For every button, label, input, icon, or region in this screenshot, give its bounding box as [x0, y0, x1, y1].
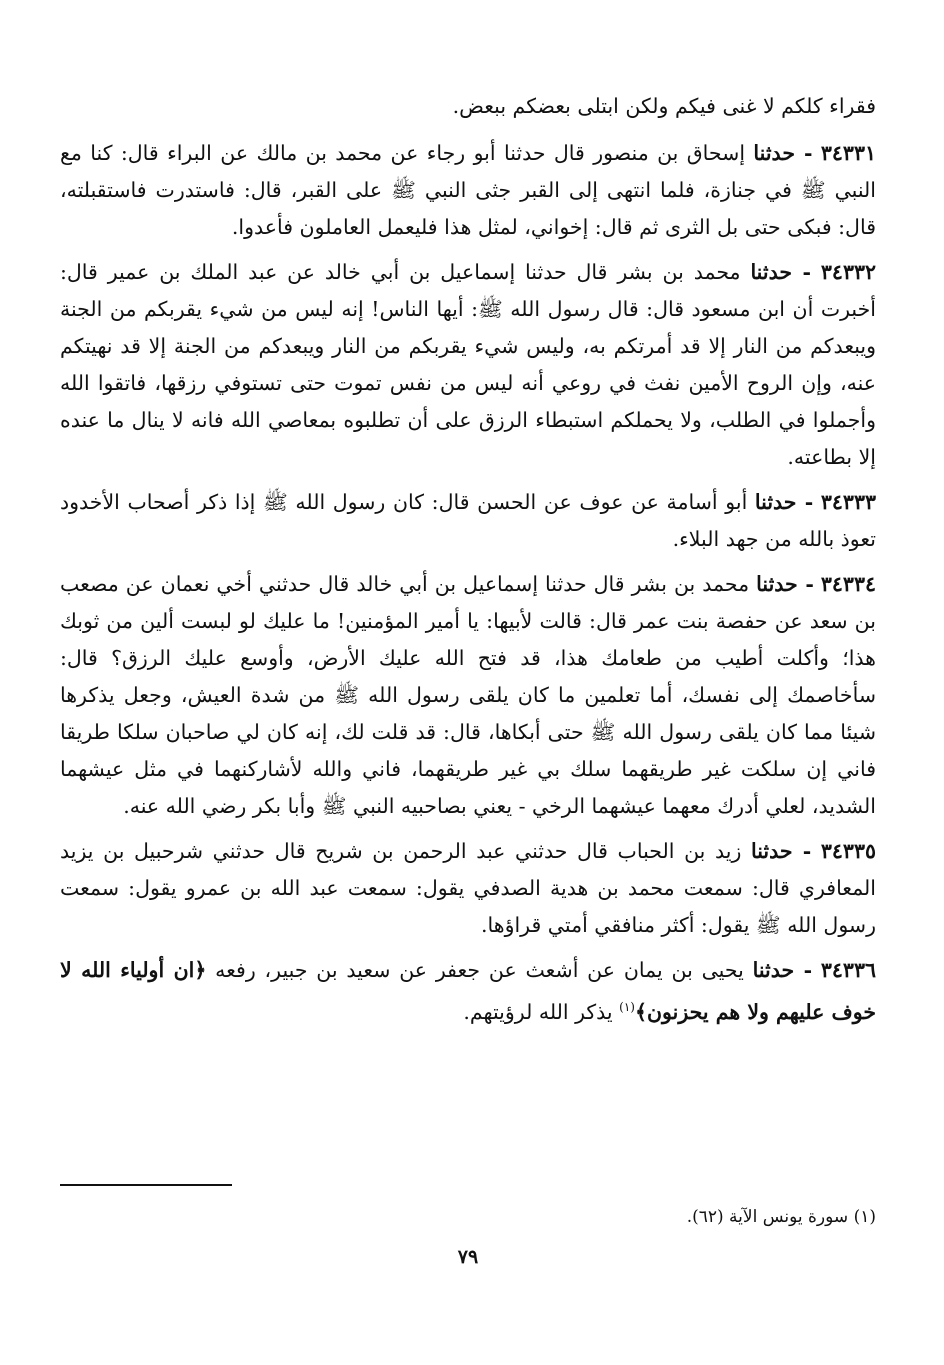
entry-number: ٣٤٣٣٢ — [820, 260, 876, 284]
entry-number: ٣٤٣٣٦ — [820, 958, 876, 982]
entry-text: محمد بن بشر قال حدثنا إسماعيل بن أبي خالد قال حدثني أخي نعمان عن مصعب بن سعد عن حفصة بنت عمر قال: قالت لأبيها: يا أمير المؤمنين! ما عليك لو لبست ألين من ثوبك هذا؛ وأكلت أطيب من طعامك هذا، قد فتح الله عليك الأرض، وأوسع عليك الرزق؟ قال: سأخاصمك إلى نفسك، أما تعلمين ما كان يلقى رسول الله ﷺ من شدة العيش، وجعل يذكرها شيئا مما كان يلقى رسول الله ﷺ حتى أبكاها، قال: قد قلت لك، إنه كان لي صاحبان سلكا طريقا فاني إن سلكت غير طريقهما سلك بي غير طريقهما، فاني والله لأشاركنهما في مثل عيشهما الشديد، لعلي أدرك معهما عيشهما الرخي - يعني بصاحبيه النبي ﷺ وأبا بكر رضي الله عنه. — [60, 572, 876, 818]
entry-lead: حدثنا — [750, 839, 793, 863]
entry-lead: حدثنا — [752, 958, 795, 982]
entry-number: ٣٤٣٣١ — [820, 141, 876, 165]
hadith-entry: ٣٤٣٣٤ - حدثنا محمد بن بشر قال حدثنا إسماعيل بن أبي خالد قال حدثني أخي نعمان عن مصعب بن سعد عن حفصة بنت عمر قال: قالت لأبيها: يا أمير المؤمنين! ما عليك لو لبست ألين من ثوبك هذا؛ وأكلت أطيب من طعامك هذا، قد فتح الله عليك الأرض، وأوسع عليك الرزق؟ قال: سأخاصمك إلى نفسك، أما تعلمين ما كان يلقى رسول الله ﷺ من شدة العيش، وجعل يذكرها شيئا مما كان يلقى رسول الله ﷺ حتى أبكاها، قال: قد قلت لك، إنه كان لي صاحبان سلكا طريقا فاني إن سلكت غير طريقهما سلك بي غير طريقهما، فاني والله لأشاركنهما في مثل عيشهما الشديد، لعلي أدرك معهما عيشهما الرخي - يعني بصاحبيه النبي ﷺ وأبا بكر رضي الله عنه. — [60, 572, 876, 818]
book-page — [60, 88, 876, 1318]
main-text — [60, 88, 876, 1031]
hadith-entry: ٣٤٣٣٦ - حدثنا يحيى بن يمان عن أشعث عن جعفر عن سعيد بن جبير، رفعه ﴿ان أولياء الله لا خوف عليهم ولا هم يحزنون﴾$^{(١)}$ يذكر الله لرؤيتهم. — [60, 958, 876, 1024]
entry-text: يحيى بن يمان عن أشعث عن جعفر عن سعيد بن جبير، رفعه — [215, 958, 744, 982]
entry-text: محمد بن بشر قال حدثنا إسماعيل بن أبي خالد عن عبد الملك بن عمير قال: أخبرت أن ابن مسعود قال: قال رسول الله ﷺ: أيها الناس! إنه ليس من شيء يقربكم من الجنة ويبعدكم من النار إلا قد أمرتكم به، وليس شيء يقربكم من النار ويبعدكم من الجنة إلا قد نهيتكم عنه، وإن الروح الأمين نفث في روعي أنه ليس من نفس تموت حتى تستوفي رزقها، فاتقوا الله وأجملوا في الطلب، ولا يحملكم استبطاء الرزق على أن تطلبوه بمعاصي الله فانه لا ينال ما عنده إلا بطاعته. — [60, 260, 876, 469]
continuation-text: فقراء كلكم لا غنى فيكم ولكن ابتلى بعضكم ببعض. — [452, 94, 876, 118]
hadith-entry: ٣٤٣٣٣ - حدثنا أبو أسامة عن عوف عن الحسن قال: كان رسول الله ﷺ إذا ذكر أصحاب الأخدود تعوذ بالله من جهد البلاء. — [60, 490, 876, 551]
page-number: ٧٩ — [457, 1246, 479, 1268]
entry-lead: حدثنا — [756, 572, 798, 596]
entry-number: ٣٤٣٣٣ — [820, 490, 876, 514]
hadith-entry: ٣٤٣٣٥ - حدثنا زيد بن الحباب قال حدثني عبد الرحمن بن شريح قال حدثني شرحبيل بن يزيد المعافري قال: سمعت محمد بن هدية الصدفي يقول: سمعت عبد الله بن عمرو يقول: سمعت رسول الله ﷺ يقول: أكثر منافقي أمتي قراؤها. — [60, 839, 876, 937]
entry-lead: حدثنا — [753, 141, 795, 165]
entry-text: زيد بن الحباب قال حدثني عبد الرحمن بن شريح قال حدثني شرحبيل بن يزيد المعافري قال: سمعت محمد بن هدية الصدفي يقول: سمعت عبد الله بن عمرو يقول: سمعت رسول الله ﷺ يقول: أكثر منافقي أمتي قراؤها. — [60, 839, 876, 937]
hadith-entry: ٣٤٣٣١ - حدثنا إسحاق بن منصور قال حدثنا أبو رجاء عن محمد بن مالك عن البراء قال: كنا مع النبي ﷺ في جنازة، فلما انتهى إلى القبر جثى النبي ﷺ على القبر، قال: فاستدرت فاستقبلته، قال: فبكى حتى بل الثرى ثم قال: إخواني، لمثل هذا فليعمل العاملون فأعدوا. — [60, 141, 876, 239]
entry-lead: حدثنا — [750, 260, 793, 284]
quran-quote: ﴿ان أولياء الله لا خوف عليهم ولا هم يحزنون﴾ — [60, 958, 876, 1024]
footnote: (١) سورة يونس الآية (٦٢). — [686, 1207, 876, 1227]
entry-text: إسحاق بن منصور قال حدثنا أبو رجاء عن محمد بن مالك عن البراء قال: كنا مع النبي ﷺ في جنازة، فلما انتهى إلى القبر جثى النبي ﷺ على القبر، قال: فاستدرت فاستقبلته، قال: فبكى حتى بل الثرى ثم قال: إخواني، لمثل هذا فليعمل العاملون فأعدوا. — [60, 141, 876, 239]
entry-text-end: يذكر الله لرؤيتهم. — [463, 999, 613, 1024]
hadith-entry: ٣٤٣٣٢ - حدثنا محمد بن بشر قال حدثنا إسماعيل بن أبي خالد عن عبد الملك بن عمير قال: أخبرت أن ابن مسعود قال: قال رسول الله ﷺ: أيها الناس! إنه ليس من شيء يقربكم من الجنة ويبعدكم من النار إلا قد أمرتكم به، وليس شيء يقربكم من النار ويبعدكم من الجنة إلا قد نهيتكم عنه، وإن الروح الأمين نفث في روعي أنه ليس من نفس تموت حتى تستوفي رزقها، فاتقوا الله وأجملوا في الطلب، ولا يحملكم استبطاء الرزق على أن تطلبوه بمعاصي الله فانه لا ينال ما عنده إلا بطاعته. — [60, 260, 876, 469]
entry-lead: حدثنا — [754, 490, 797, 514]
entry-text: أبو أسامة عن عوف عن الحسن قال: كان رسول الله ﷺ إذا ذكر أصحاب الأخدود تعوذ بالله من جهد البلاء. — [60, 490, 876, 551]
footnote-divider — [60, 1184, 232, 1186]
footnote-marker: (١) — [619, 1000, 635, 1014]
entry-number: ٣٤٣٣٤ — [820, 572, 876, 596]
entry-number: ٣٤٣٣٥ — [820, 839, 876, 863]
